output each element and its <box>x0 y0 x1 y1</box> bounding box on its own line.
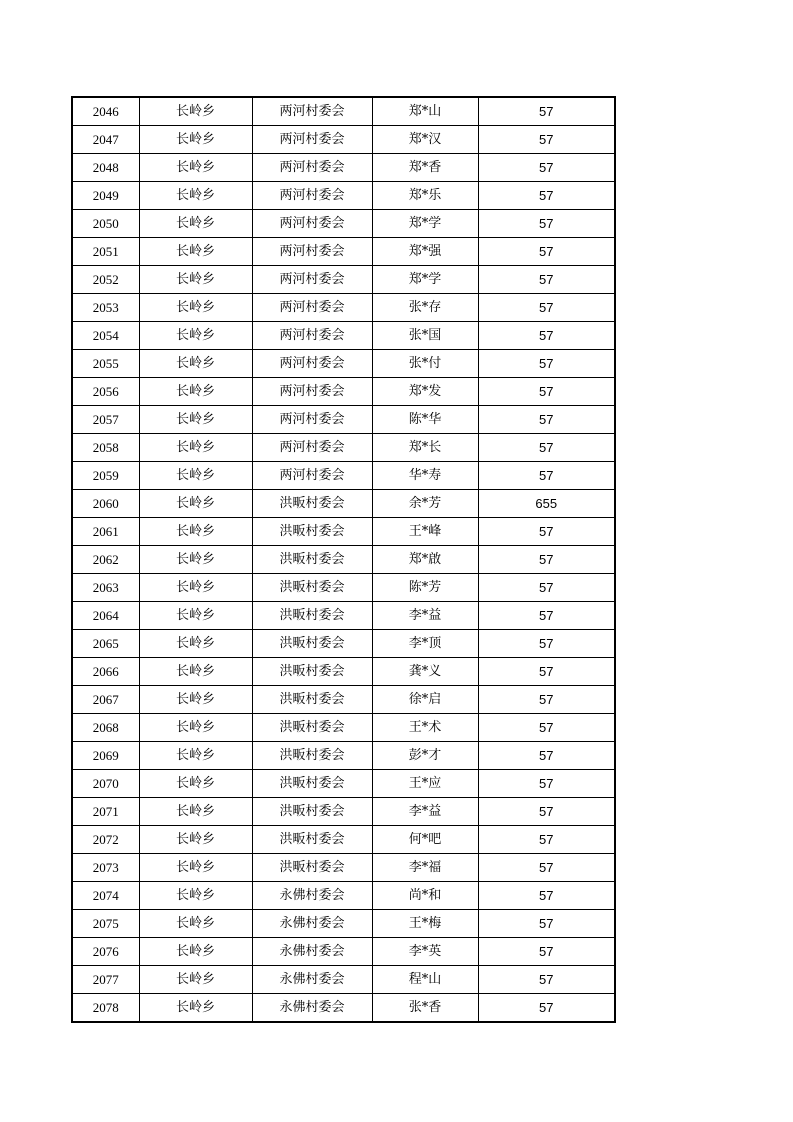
table-row <box>72 182 615 210</box>
cell-township: 长岭乡 <box>139 182 252 210</box>
cell-amount: 57 <box>478 602 615 630</box>
table-row <box>72 546 615 574</box>
records-table-body <box>72 97 615 1022</box>
cell-amount: 57 <box>478 742 615 770</box>
cell-township: 长岭乡 <box>139 686 252 714</box>
cell-name: 郑*学 <box>372 210 478 238</box>
cell-township: 长岭乡 <box>139 97 252 126</box>
table-row <box>72 602 615 630</box>
cell-township: 长岭乡 <box>139 938 252 966</box>
cell-township: 长岭乡 <box>139 322 252 350</box>
cell-township: 长岭乡 <box>139 490 252 518</box>
cell-amount: 57 <box>478 574 615 602</box>
cell-id: 2076 <box>72 938 139 966</box>
table-row <box>72 630 615 658</box>
cell-township: 长岭乡 <box>139 518 252 546</box>
cell-name: 王*峰 <box>372 518 478 546</box>
cell-amount: 57 <box>478 854 615 882</box>
cell-name: 彭*才 <box>372 742 478 770</box>
cell-township: 长岭乡 <box>139 742 252 770</box>
cell-village: 两河村委会 <box>252 434 372 462</box>
cell-id: 2066 <box>72 658 139 686</box>
cell-id: 2073 <box>72 854 139 882</box>
cell-id: 2075 <box>72 910 139 938</box>
cell-name: 李*益 <box>372 602 478 630</box>
cell-id: 2078 <box>72 994 139 1023</box>
cell-name: 王*应 <box>372 770 478 798</box>
table-row <box>72 406 615 434</box>
cell-amount: 57 <box>478 770 615 798</box>
cell-village: 两河村委会 <box>252 462 372 490</box>
cell-village: 洪畈村委会 <box>252 630 372 658</box>
cell-name: 龚*义 <box>372 658 478 686</box>
cell-id: 2077 <box>72 966 139 994</box>
cell-township: 长岭乡 <box>139 378 252 406</box>
cell-village: 永佛村委会 <box>252 966 372 994</box>
cell-amount: 655 <box>478 490 615 518</box>
cell-township: 长岭乡 <box>139 210 252 238</box>
cell-amount: 57 <box>478 350 615 378</box>
table-row <box>72 126 615 154</box>
table-row <box>72 490 615 518</box>
cell-village: 两河村委会 <box>252 378 372 406</box>
cell-name: 郑*啟 <box>372 546 478 574</box>
table-row <box>72 798 615 826</box>
table-row <box>72 994 615 1023</box>
cell-amount: 57 <box>478 686 615 714</box>
cell-name: 余*芳 <box>372 490 478 518</box>
cell-amount: 57 <box>478 238 615 266</box>
cell-amount: 57 <box>478 966 615 994</box>
cell-name: 张*香 <box>372 994 478 1023</box>
table-row <box>72 966 615 994</box>
cell-id: 2063 <box>72 574 139 602</box>
cell-village: 洪畈村委会 <box>252 686 372 714</box>
cell-village: 两河村委会 <box>252 294 372 322</box>
cell-id: 2058 <box>72 434 139 462</box>
cell-name: 郑*发 <box>372 378 478 406</box>
cell-id: 2051 <box>72 238 139 266</box>
cell-township: 长岭乡 <box>139 238 252 266</box>
cell-id: 2060 <box>72 490 139 518</box>
table-row <box>72 770 615 798</box>
cell-id: 2074 <box>72 882 139 910</box>
cell-village: 两河村委会 <box>252 266 372 294</box>
cell-id: 2048 <box>72 154 139 182</box>
cell-name: 徐*启 <box>372 686 478 714</box>
cell-township: 长岭乡 <box>139 882 252 910</box>
cell-id: 2055 <box>72 350 139 378</box>
cell-id: 2062 <box>72 546 139 574</box>
cell-amount: 57 <box>478 378 615 406</box>
cell-name: 何*吧 <box>372 826 478 854</box>
cell-name: 郑*强 <box>372 238 478 266</box>
table-row <box>72 910 615 938</box>
cell-name: 王*术 <box>372 714 478 742</box>
cell-amount: 57 <box>478 406 615 434</box>
cell-amount: 57 <box>478 434 615 462</box>
table-row <box>72 686 615 714</box>
cell-township: 长岭乡 <box>139 826 252 854</box>
cell-amount: 57 <box>478 658 615 686</box>
cell-id: 2054 <box>72 322 139 350</box>
cell-amount: 57 <box>478 210 615 238</box>
cell-amount: 57 <box>478 154 615 182</box>
table-row <box>72 658 615 686</box>
cell-id: 2068 <box>72 714 139 742</box>
cell-amount: 57 <box>478 266 615 294</box>
table-row <box>72 350 615 378</box>
table-row <box>72 714 615 742</box>
table-row <box>72 210 615 238</box>
cell-name: 郑*山 <box>372 97 478 126</box>
cell-village: 两河村委会 <box>252 322 372 350</box>
cell-amount: 57 <box>478 126 615 154</box>
cell-village: 两河村委会 <box>252 154 372 182</box>
cell-township: 长岭乡 <box>139 546 252 574</box>
cell-village: 永佛村委会 <box>252 882 372 910</box>
cell-amount: 57 <box>478 518 615 546</box>
cell-amount: 57 <box>478 798 615 826</box>
cell-village: 洪畈村委会 <box>252 714 372 742</box>
cell-id: 2052 <box>72 266 139 294</box>
cell-amount: 57 <box>478 97 615 126</box>
cell-township: 长岭乡 <box>139 770 252 798</box>
cell-name: 郑*乐 <box>372 182 478 210</box>
cell-amount: 57 <box>478 182 615 210</box>
cell-village: 洪畈村委会 <box>252 574 372 602</box>
cell-name: 郑*学 <box>372 266 478 294</box>
cell-township: 长岭乡 <box>139 434 252 462</box>
cell-village: 洪畈村委会 <box>252 602 372 630</box>
cell-township: 长岭乡 <box>139 714 252 742</box>
cell-id: 2049 <box>72 182 139 210</box>
cell-name: 程*山 <box>372 966 478 994</box>
cell-village: 两河村委会 <box>252 126 372 154</box>
cell-id: 2059 <box>72 462 139 490</box>
cell-amount: 57 <box>478 546 615 574</box>
cell-id: 2057 <box>72 406 139 434</box>
table-row <box>72 742 615 770</box>
cell-village: 两河村委会 <box>252 406 372 434</box>
cell-name: 陈*芳 <box>372 574 478 602</box>
cell-id: 2067 <box>72 686 139 714</box>
cell-name: 郑*香 <box>372 154 478 182</box>
cell-id: 2064 <box>72 602 139 630</box>
cell-amount: 57 <box>478 322 615 350</box>
cell-village: 洪畈村委会 <box>252 490 372 518</box>
table-row <box>72 462 615 490</box>
cell-amount: 57 <box>478 826 615 854</box>
cell-amount: 57 <box>478 714 615 742</box>
cell-township: 长岭乡 <box>139 574 252 602</box>
table-row <box>72 154 615 182</box>
cell-village: 洪畈村委会 <box>252 826 372 854</box>
cell-amount: 57 <box>478 994 615 1023</box>
cell-name: 尚*和 <box>372 882 478 910</box>
table-row <box>72 518 615 546</box>
cell-village: 两河村委会 <box>252 350 372 378</box>
cell-amount: 57 <box>478 630 615 658</box>
cell-id: 2069 <box>72 742 139 770</box>
table-row <box>72 322 615 350</box>
cell-id: 2065 <box>72 630 139 658</box>
cell-village: 洪畈村委会 <box>252 546 372 574</box>
cell-village: 永佛村委会 <box>252 938 372 966</box>
cell-name: 李*顶 <box>372 630 478 658</box>
table-row <box>72 266 615 294</box>
cell-village: 永佛村委会 <box>252 994 372 1023</box>
cell-village: 永佛村委会 <box>252 910 372 938</box>
cell-village: 洪畈村委会 <box>252 518 372 546</box>
table-row <box>72 238 615 266</box>
cell-township: 长岭乡 <box>139 966 252 994</box>
table-row <box>72 97 615 126</box>
cell-id: 2070 <box>72 770 139 798</box>
cell-village: 两河村委会 <box>252 182 372 210</box>
table-row <box>72 938 615 966</box>
cell-village: 两河村委会 <box>252 238 372 266</box>
cell-name: 李*福 <box>372 854 478 882</box>
cell-township: 长岭乡 <box>139 994 252 1023</box>
cell-village: 洪畈村委会 <box>252 854 372 882</box>
cell-township: 长岭乡 <box>139 350 252 378</box>
cell-id: 2053 <box>72 294 139 322</box>
cell-id: 2046 <box>72 97 139 126</box>
cell-name: 张*国 <box>372 322 478 350</box>
cell-township: 长岭乡 <box>139 126 252 154</box>
cell-township: 长岭乡 <box>139 658 252 686</box>
cell-village: 两河村委会 <box>252 210 372 238</box>
cell-id: 2050 <box>72 210 139 238</box>
cell-name: 郑*汉 <box>372 126 478 154</box>
cell-township: 长岭乡 <box>139 630 252 658</box>
cell-township: 长岭乡 <box>139 910 252 938</box>
table-row <box>72 854 615 882</box>
cell-name: 华*寿 <box>372 462 478 490</box>
cell-village: 洪畈村委会 <box>252 742 372 770</box>
cell-id: 2056 <box>72 378 139 406</box>
cell-id: 2047 <box>72 126 139 154</box>
table-row <box>72 434 615 462</box>
cell-name: 张*存 <box>372 294 478 322</box>
cell-name: 李*英 <box>372 938 478 966</box>
cell-amount: 57 <box>478 294 615 322</box>
cell-name: 郑*长 <box>372 434 478 462</box>
cell-township: 长岭乡 <box>139 406 252 434</box>
cell-village: 洪畈村委会 <box>252 770 372 798</box>
cell-township: 长岭乡 <box>139 266 252 294</box>
cell-village: 洪畈村委会 <box>252 798 372 826</box>
cell-village: 洪畈村委会 <box>252 658 372 686</box>
cell-name: 张*付 <box>372 350 478 378</box>
cell-name: 王*梅 <box>372 910 478 938</box>
cell-village: 两河村委会 <box>252 97 372 126</box>
cell-name: 陈*华 <box>372 406 478 434</box>
cell-township: 长岭乡 <box>139 154 252 182</box>
cell-township: 长岭乡 <box>139 798 252 826</box>
cell-amount: 57 <box>478 462 615 490</box>
table-row <box>72 378 615 406</box>
cell-id: 2072 <box>72 826 139 854</box>
cell-name: 李*益 <box>372 798 478 826</box>
table-row <box>72 826 615 854</box>
cell-township: 长岭乡 <box>139 294 252 322</box>
table-row <box>72 294 615 322</box>
cell-township: 长岭乡 <box>139 602 252 630</box>
cell-amount: 57 <box>478 938 615 966</box>
table-row <box>72 882 615 910</box>
cell-id: 2071 <box>72 798 139 826</box>
cell-id: 2061 <box>72 518 139 546</box>
cell-township: 长岭乡 <box>139 854 252 882</box>
cell-township: 长岭乡 <box>139 462 252 490</box>
cell-amount: 57 <box>478 882 615 910</box>
cell-amount: 57 <box>478 910 615 938</box>
table-row <box>72 574 615 602</box>
records-table <box>71 96 616 1023</box>
